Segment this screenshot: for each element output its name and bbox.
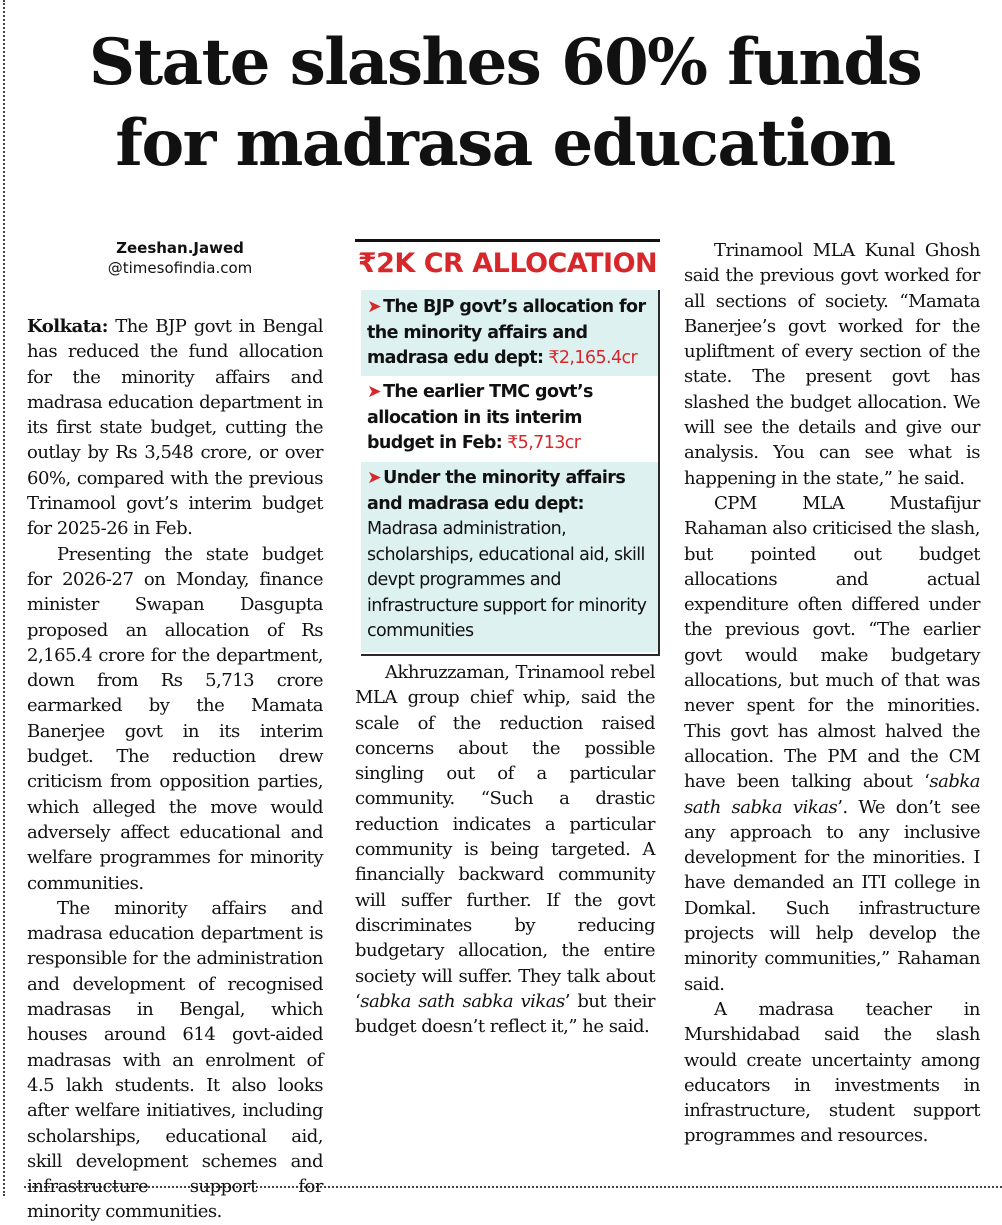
arrow-icon: ➤ [367, 468, 382, 488]
factbox-item-label: The earlier TMC govt’s allocation in its interim budget in Feb: [367, 382, 593, 453]
byline-author: Zeeshan.Jawed [116, 239, 244, 257]
article-paragraph-5: Trinamool MLA Kunal Ghosh said the previous govt worked for all sections of society. “Mamata Banerjee’s govt worked for the upliftment of every section of the state. The present govt has slashed the budget allocation. We will see the details and give our analysis. You can see what is happening in the state,” he said. [684, 240, 980, 489]
arrow-icon: ➤ [367, 297, 382, 317]
left-dotted-rule [3, 0, 5, 1196]
paragraph-1-text: The BJP govt in Bengal has reduced the fund allocation for the minority affairs and madrasa education department in its first state budget, cutting the outlay by Rs 3,548 crore, or over 60%, compared with the previous Trinamool govt’s interim budget for 2025-26 in Feb. [27, 316, 323, 540]
article-paragraph-1 [27, 314, 323, 542]
article-column-1 [27, 314, 323, 1225]
headline [30, 22, 980, 184]
factbox-item-bjp-allocation [361, 290, 658, 376]
factbox-item-amount: ₹2,165.4cr [548, 348, 638, 368]
article-paragraph-3: The minority affairs and madrasa education department is responsible for the administration and development of recognised madrasas in Bengal, which houses around 614 govt-aided madrasas with an enrolment of 4.5 lakh students. It also looks after welfare initiatives, including scholarships, educational aid, skill development schemes and infrastructure support for minority communities. [27, 897, 323, 1223]
factbox-item-dept-scope [361, 462, 658, 652]
byline [60, 238, 300, 278]
article-paragraph-6 [684, 491, 980, 997]
factbox [355, 239, 660, 656]
paragraph-4-end: ’ but their budget doesn’t reflect it,” he said. [355, 990, 655, 1038]
paragraph-6-end: ’. We don’t see any approach to any inclusive development for the minorities. I have demanded an ITI college in Domkal. Such infrastructure projects will help develop the minority communities,” Rahaman said. [684, 796, 980, 995]
quote-sabka-sath: sabka sath sabka vikas [684, 771, 980, 818]
article-paragraph-2: Presenting the state budget for 2026-27 on Monday, finance minister Swapan Dasgupta proposed an allocation of Rs 2,165.4 crore for the department, down from Rs 5,713 crore earmarked by the Mamata Banerjee govt in its interim budget. The reduction drew criticism from opposition parties, which alleged the move would adversely affect educational and welfare programmes for minority communities. [27, 543, 323, 894]
factbox-item-tmc-allocation [361, 376, 658, 462]
headline-line-1: State slashes 60% funds [88, 25, 922, 100]
paragraph-6-text: CPM MLA Mustafijur Rahaman also criticised the slash, but pointed out budget allocations and actual expenditure often differed under the previous govt. “The earlier govt would make budgetary allocations, but much of that was never spent for the minorities. This govt has almost halved the allocation. The PM and the CM have been talking about ‘ [684, 492, 980, 793]
article-paragraph-7: A madrasa teacher in Murshidabad said the slash would create uncertainty among educators in investments in infrastructure, student support programmes and resources. [684, 998, 980, 1147]
factbox-item-amount: ₹5,713cr [507, 433, 581, 453]
factbox-item-label: Under the minority affairs and madrasa edu dept: [367, 468, 626, 514]
article-column-2 [355, 660, 655, 1039]
arrow-icon: ➤ [367, 382, 382, 402]
factbox-item-text: Madrasa administration, scholarships, educational aid, skill devpt programmes and infrastructure support for minority communities [367, 519, 647, 641]
article-paragraph-4 [355, 660, 655, 1039]
factbox-item-label: The BJP govt’s allocation for the minority affairs and madrasa edu dept: [367, 297, 646, 368]
paragraph-4-text: Akhruzzaman, Trinamool rebel MLA group chief whip, said the scale of the reduction raised concerns about the possible singling out of a particular community. “Such a drastic reduction indicates a particular community is being targeted. A financially backward community will suffer further. If the govt discriminates by reducing budgetary allocation, the entire society will suffer. They talk about ‘ [355, 662, 655, 1012]
dateline: Kolkata: [27, 316, 108, 337]
quote-sabka-sath: sabka sath sabka vikas [360, 990, 565, 1012]
factbox-body [361, 290, 660, 656]
byline-handle: @timesofindia.com [107, 259, 253, 277]
factbox-title: ₹2K CR ALLOCATION [357, 248, 658, 279]
article-column-3 [684, 238, 980, 1149]
headline-line-2: for madrasa education [115, 106, 895, 181]
